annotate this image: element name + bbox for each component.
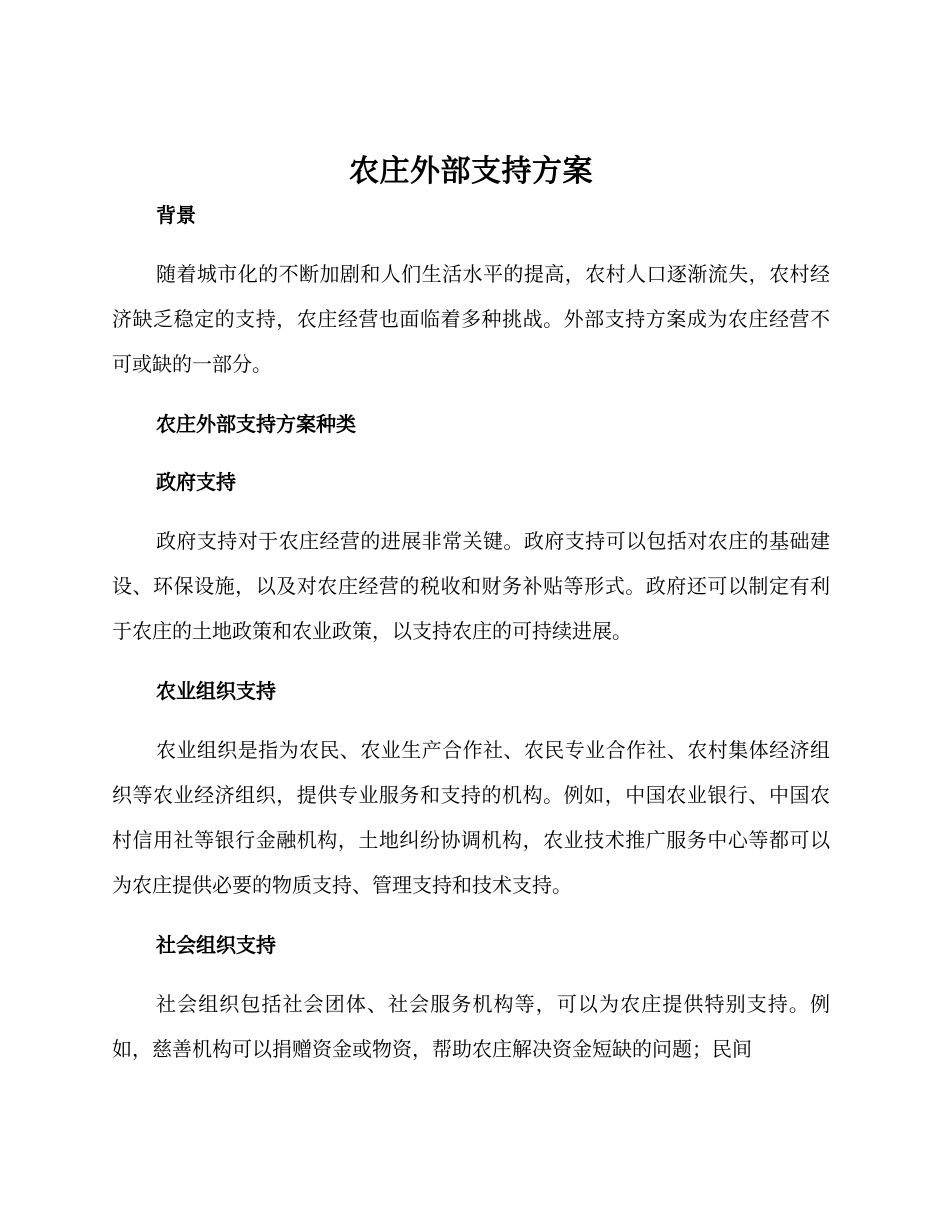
- section-paragraph-social-org: 社会组织包括社会团体、社会服务机构等，可以为农庄提供特别支持。例如，慈善机构可以捐赠资金或物资，帮助农庄解决资金短缺的问题；民间: [112, 992, 830, 1061]
- section-heading-agricultural-org: 农业组织支持: [156, 679, 276, 703]
- section-heading-background: 背景: [156, 203, 196, 227]
- document-title: 农庄外部支持方案: [349, 154, 593, 189]
- spacer: [112, 960, 830, 982]
- document-page: [112, 150, 830, 1072]
- spacer: [112, 908, 830, 930]
- section-paragraph-background: 随着城市化的不断加剧和人们生活水平的提高，农村人口逐渐流失，农村经济缺乏稳定的支持，农庄经营也面临着多种挑战。外部支持方案成为农庄经营不可或缺的一部分。: [112, 262, 830, 376]
- spacer: [112, 706, 830, 728]
- spacer: [112, 387, 830, 409]
- section-paragraph-agricultural-org: 农业组织是指为农民、农业生产合作社、农民专业合作社、农村集体经济组织等农业经济组织，提供专业服务和支持的机构。例如，中国农业银行、中国农村信用社等银行金融机构，土地纠纷协调机构，农业技术推广服务中心等都可以为农庄提供必要的物质支持、管理支持和技术支持。: [112, 738, 830, 897]
- spacer: [112, 439, 830, 467]
- spacer: [112, 230, 830, 252]
- section-paragraph-government: 政府支持对于农庄经营的进展非常关键。政府支持可以包括对农庄的基础建设、环保设施，以及对农庄经营的税收和财务补贴等形式。政府还可以制定有利于农庄的土地政策和农业政策，以支持农庄的可持续进展。: [112, 529, 830, 643]
- spacer: [112, 654, 830, 676]
- spacer: [112, 497, 830, 519]
- section-heading-government: 政府支持: [156, 470, 236, 494]
- section-heading-types: 农庄外部支持方案种类: [156, 412, 356, 436]
- section-heading-social-org: 社会组织支持: [156, 933, 276, 957]
